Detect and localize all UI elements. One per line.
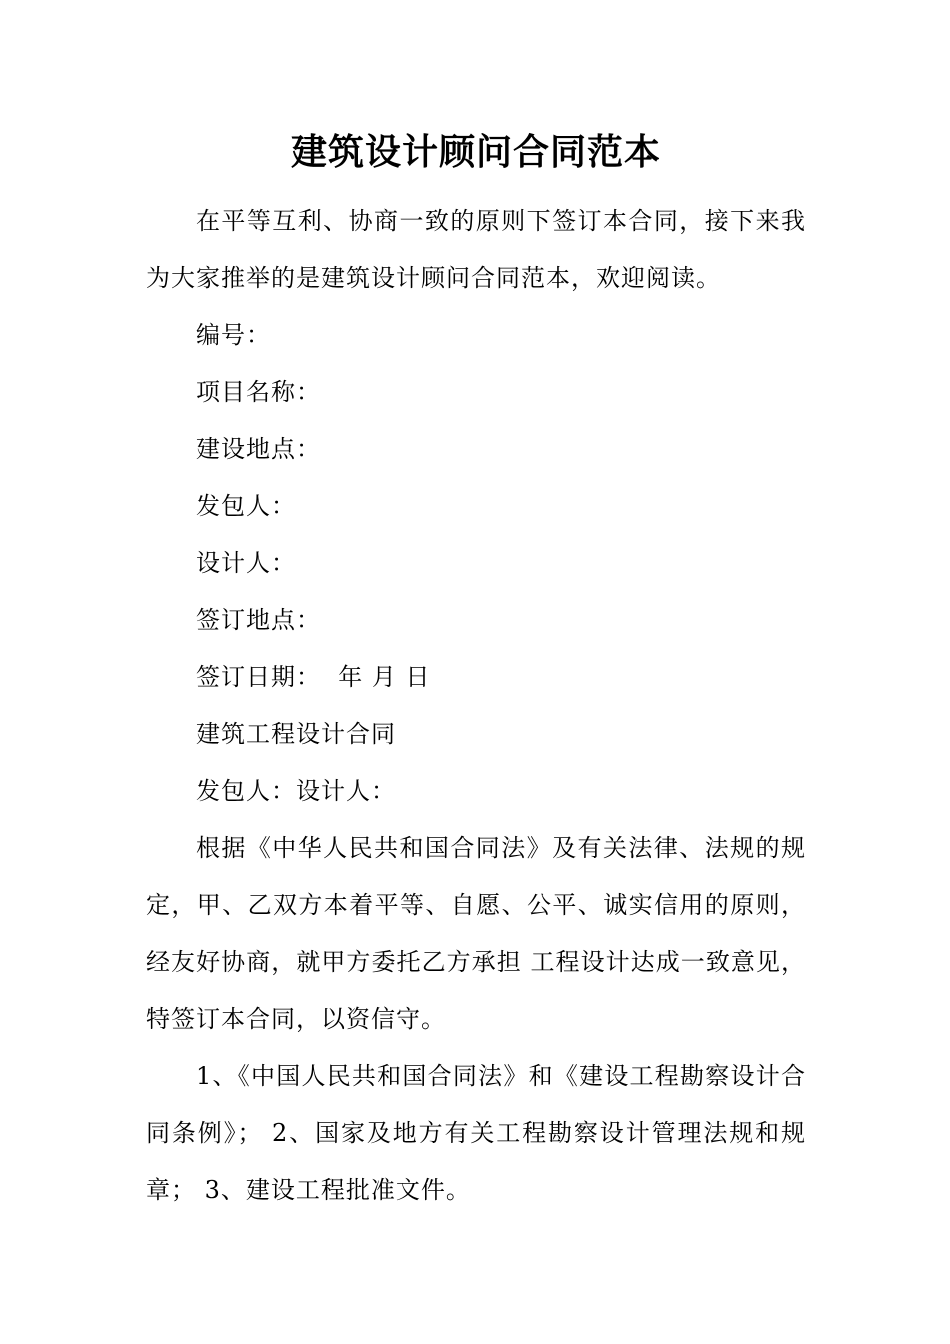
parties-line: 发包人：设计人： (196, 777, 396, 805)
field-designer: 设计人： (196, 549, 296, 577)
field-contract-number: 编号： (196, 321, 271, 349)
document-title: 建筑设计顾问合同范本 (290, 131, 661, 173)
field-signing-place: 签订地点： (196, 606, 321, 634)
basis-paragraph: 根据《中华人民共和国合同法》及有关法律、法规的规定，甲、乙双方本着平等、自愿、公平、诚实信用的原则，经友好协商，就甲方委托乙方承担 工程设计达成一致意见，特签订本合同，以资信守。 (146, 834, 806, 1033)
section-heading: 建筑工程设计合同 (196, 720, 396, 748)
legal-basis-list: 1、《中国人民共和国合同法》和《建设工程勘察设计合同条例》； 2、国家及地方有关工程勘察设计管理法规和规章； 3、建设工程批准文件。 (146, 1062, 806, 1204)
document-body (146, 193, 806, 1219)
field-project-name: 项目名称： (196, 378, 321, 406)
field-construction-site: 建设地点： (196, 435, 321, 463)
field-signing-date: 签订日期： 年 月 日 (196, 663, 431, 691)
field-employer: 发包人： (196, 492, 296, 520)
intro-paragraph: 在平等互利、协商一致的原则下签订本合同，接下来我为大家推举的是建筑设计顾问合同范本，欢迎阅读。 (146, 207, 806, 292)
